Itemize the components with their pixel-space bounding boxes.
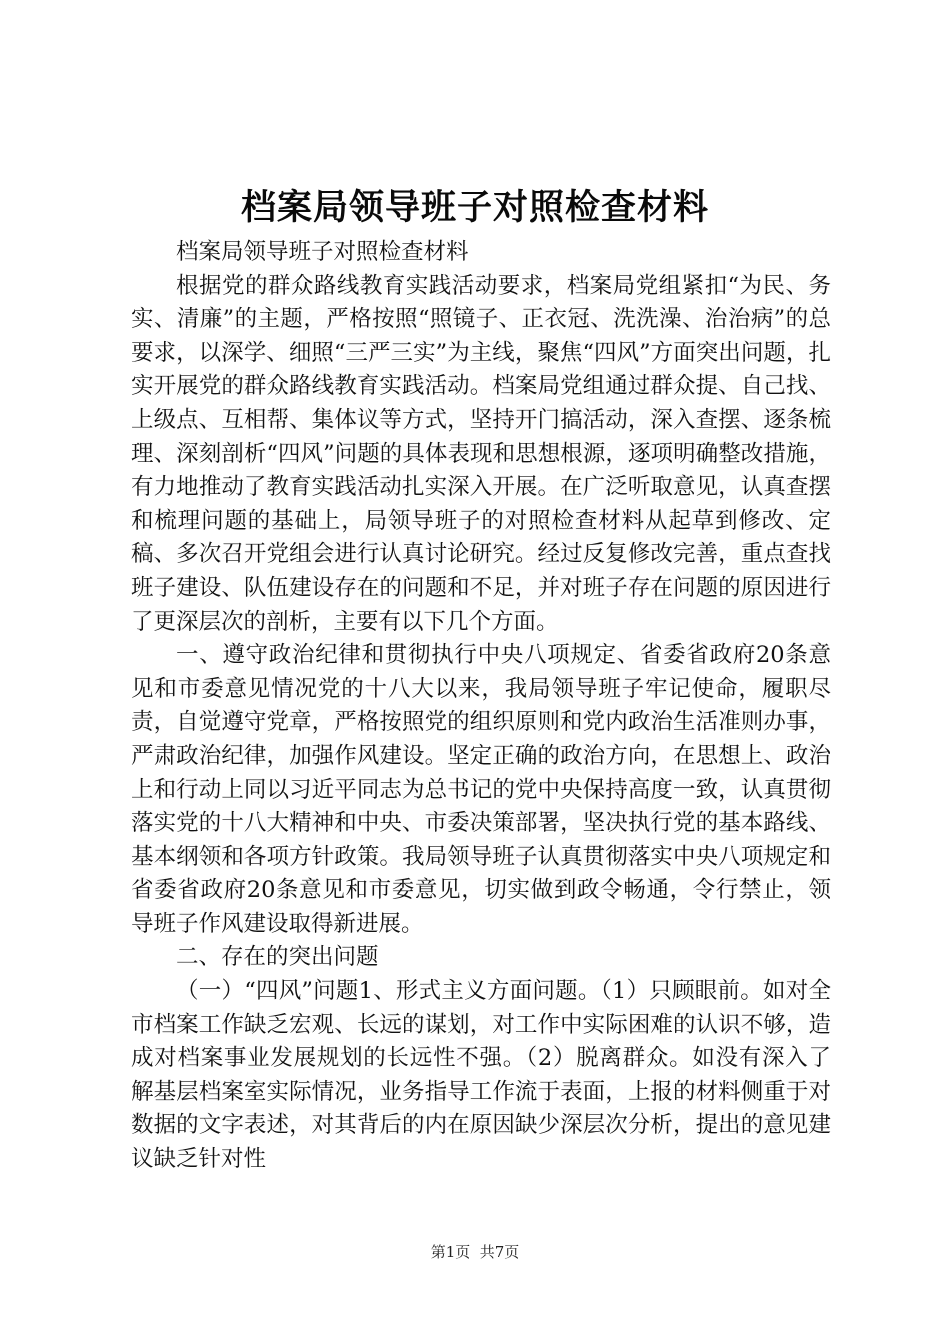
intro-paragraph: 根据党的群众路线教育实践活动要求，档案局党组紧扣“为民、务实、清廉”的主题，严格按照“照镜子、正衣冠、洗洗澡、治治病”的总要求，以深学、细照“三严三实”为主线，聚焦“四风”方面突出问题，扎实开展党的群众路线教育实践活动。档案局党组通过群众提、自己找、上级点、互相帮、集体议等方式，坚持开门搞活动，深入查摆、逐条梳理、深刻剖析“四风”问题的具体表现和思想根源，逐项明确整改措施，有力地推动了教育实践活动扎实深入开展。在广泛听取意见，认真查摆和梳理问题的基础上，局领导班子的对照检查材料从起草到修改、定稿、多次召开党组会进行认真讨论研究。经过反复修改完善，重点查找班子建设、队伍建设存在的问题和不足，并对班子存在问题的原因进行了更深层次的剖析，主要有以下几个方面。 [131, 272, 831, 635]
repeated-title-paragraph: 档案局领导班子对照检查材料 [176, 239, 469, 265]
document-body [131, 236, 831, 1177]
section-two-heading: 二、存在的突出问题 [176, 944, 379, 971]
document-title: 档案局领导班子对照检查材料 [240, 188, 709, 228]
page-footer: 第1页 共7页 [430, 1243, 520, 1261]
section-one-paragraph: 一、遵守政治纪律和贯彻执行中央八项规定、省委省政府20条意见和市委意见情况党的十八大以来，我局领导班子牢记使命，履职尽责，自觉遵守党章，严格按照党的组织原则和党内政治生活准则办事，严肃政治纪律，加强作风建设。坚定正确的政治方向，在思想上、政治上和行动上同以习近平同志为总书记的党中央保持高度一致，认真贯彻落实党的十八大精神和中央、市委决策部署，坚决执行党的基本路线、基本纲领和各项方针政策。我局领导班子认真贯彻落实中央八项规定和省委省政府20条意见和市委意见，切实做到政令畅通，令行禁止，领导班子作风建设取得新进展。 [131, 642, 831, 937]
four-winds-paragraph: （一）“四风”问题1、形式主义方面问题。（1）只顾眼前。如对全市档案工作缺乏宏观、长远的谋划，对工作中实际困难的认识不够，造成对档案事业发展规划的长远性不强。（2）脱离群众。如没有深入了解基层档案室实际情况，业务指导工作流于表面，上报的材料侧重于对数据的文字表述，对其背后的内在原因缺少深层次分析，提出的意见建议缺乏针对性 [131, 978, 831, 1173]
